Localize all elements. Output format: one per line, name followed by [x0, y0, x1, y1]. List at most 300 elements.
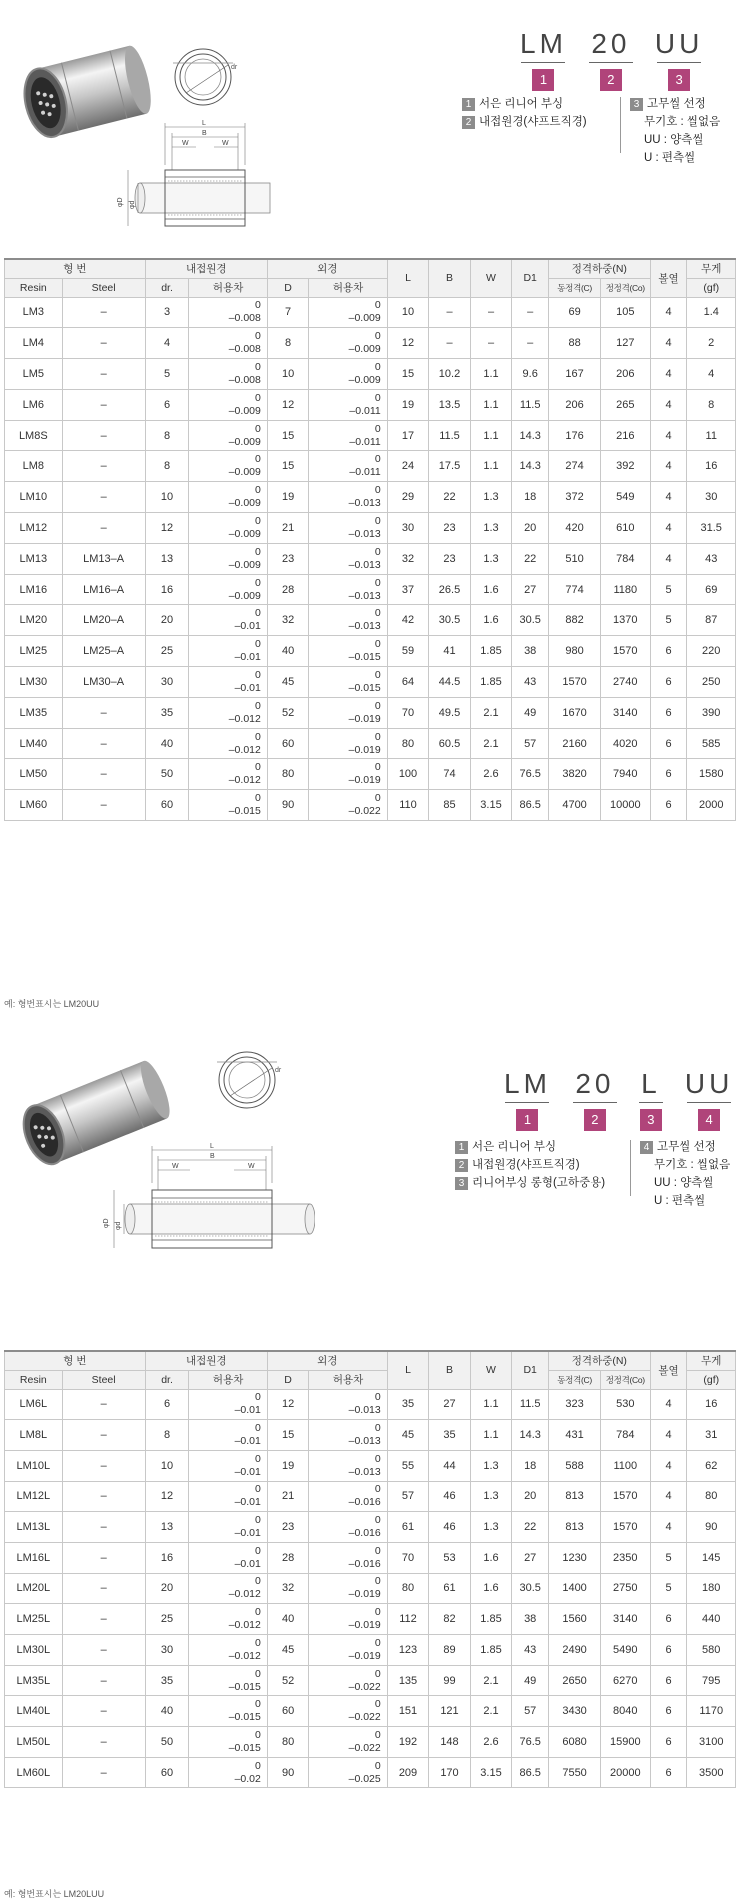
cell-ball-rows: 4 — [650, 389, 687, 420]
cell-bore-tolerance — [189, 605, 267, 636]
header-resin: Resin — [5, 1370, 63, 1389]
cell-dr: 16 — [145, 574, 189, 605]
cell-outer-tolerance — [309, 1450, 387, 1481]
tol-lower: –0.013 — [348, 1435, 381, 1448]
cell-bore-tolerance — [189, 1542, 267, 1573]
legend-left — [455, 1138, 605, 1192]
cell-D1: 11.5 — [512, 389, 549, 420]
tol-upper: 0 — [255, 1606, 261, 1619]
header-ball-rows: 볼열 — [650, 1351, 687, 1389]
tol-upper: 0 — [374, 330, 381, 343]
cell-D: 8 — [267, 328, 309, 359]
cell-dynamic-load: 980 — [549, 636, 601, 667]
tol-lower: –0.008 — [228, 373, 261, 386]
cell-outer-tolerance — [309, 1389, 387, 1420]
cell-weight: 2000 — [687, 790, 736, 821]
tol-upper: 0 — [374, 545, 381, 558]
legend-sub-item: 무기호 : 씰없음 — [654, 1159, 731, 1171]
cell-dynamic-load: 167 — [549, 359, 601, 390]
cell-steel: – — [62, 1542, 145, 1573]
cell-dr: 13 — [145, 543, 189, 574]
code-part — [504, 1068, 551, 1131]
cell-W: 1.6 — [470, 1573, 512, 1604]
cell-ball-rows: 4 — [650, 328, 687, 359]
cell-ball-rows: 4 — [650, 420, 687, 451]
cell-B: 13.5 — [429, 389, 471, 420]
legend-number-badge: 3 — [455, 1177, 468, 1190]
cell-bore-tolerance — [189, 297, 267, 328]
cell-B: 148 — [429, 1727, 471, 1758]
header-static: 정정격(Co) — [601, 1370, 651, 1389]
cell-dr: 10 — [145, 482, 189, 513]
tol-upper: 0 — [374, 576, 381, 589]
header-B: B — [429, 1351, 471, 1389]
cell-ball-rows: 4 — [650, 1512, 687, 1543]
cell-D: 21 — [267, 1481, 309, 1512]
tol-lower: –0.009 — [348, 373, 381, 386]
side-view-drawing-long — [100, 1138, 315, 1258]
cell-static-load: 1100 — [601, 1450, 651, 1481]
cell-W: 2.1 — [470, 728, 512, 759]
header-bore: 내접원경 — [145, 1351, 267, 1370]
cell-bore-tolerance — [189, 513, 267, 544]
cell-D: 52 — [267, 697, 309, 728]
cell-W: 2.6 — [470, 759, 512, 790]
tol-lower: –0.015 — [228, 805, 261, 818]
tol-upper: 0 — [255, 1759, 261, 1772]
table-row — [5, 1727, 736, 1758]
cell-D: 10 — [267, 359, 309, 390]
header-dynamic: 동정격(C) — [549, 1370, 601, 1389]
cell-dynamic-load: 69 — [549, 297, 601, 328]
tol-lower: –0.01 — [234, 620, 261, 633]
cell-D: 45 — [267, 1635, 309, 1666]
legend-item — [455, 1174, 605, 1192]
cell-B: – — [429, 328, 471, 359]
header-load: 정격하중(N) — [549, 259, 650, 278]
tol-upper: 0 — [255, 1575, 261, 1588]
tol-lower: –0.019 — [348, 1619, 381, 1632]
tol-upper: 0 — [374, 1575, 381, 1588]
cell-resin: LM40 — [5, 728, 63, 759]
tol-lower: –0.016 — [348, 1496, 381, 1509]
label-phiD: φD — [103, 1218, 110, 1228]
table-row — [5, 1420, 736, 1451]
cell-steel: – — [62, 1512, 145, 1543]
cell-static-load: 1570 — [601, 1512, 651, 1543]
cell-resin: LM6L — [5, 1389, 63, 1420]
tol-lower: –0.013 — [348, 620, 381, 633]
cell-D1: 76.5 — [512, 1727, 549, 1758]
cell-bore-tolerance — [189, 759, 267, 790]
cell-outer-tolerance — [309, 328, 387, 359]
cell-weight: 90 — [687, 1512, 736, 1543]
cell-D: 7 — [267, 297, 309, 328]
tol-lower: –0.009 — [228, 497, 261, 510]
header-static: 정정격(Co) — [601, 278, 651, 297]
cell-L: 135 — [387, 1665, 429, 1696]
cell-static-load: 105 — [601, 297, 651, 328]
cell-resin: LM8S — [5, 420, 63, 451]
cell-L: 12 — [387, 328, 429, 359]
cell-ball-rows: 6 — [650, 1604, 687, 1635]
header-gf: (gf) — [687, 278, 736, 297]
legend-number-badge: 4 — [640, 1141, 653, 1154]
cell-steel: – — [62, 1727, 145, 1758]
legend-item — [455, 1138, 605, 1156]
table-row — [5, 513, 736, 544]
tol-lower: –0.008 — [228, 343, 261, 356]
tol-lower: –0.015 — [348, 681, 381, 694]
tol-upper: 0 — [374, 453, 381, 466]
cell-outer-tolerance — [309, 1696, 387, 1727]
label-dr: dr — [231, 64, 238, 71]
tol-upper: 0 — [255, 699, 261, 712]
table-row — [5, 636, 736, 667]
cell-D1: 86.5 — [512, 1757, 549, 1788]
header-outer-tol: 허용차 — [309, 278, 387, 297]
cell-D1: 27 — [512, 574, 549, 605]
cell-bore-tolerance — [189, 389, 267, 420]
cell-L: 24 — [387, 451, 429, 482]
spec-table-long — [4, 1350, 736, 1788]
cell-dynamic-load: 431 — [549, 1420, 601, 1451]
cell-dynamic-load: 1670 — [549, 697, 601, 728]
cell-ball-rows: 6 — [650, 636, 687, 667]
cell-resin: LM16 — [5, 574, 63, 605]
cell-weight: 3500 — [687, 1757, 736, 1788]
cell-ball-rows: 6 — [650, 790, 687, 821]
cell-bore-tolerance — [189, 420, 267, 451]
tol-upper: 0 — [374, 1759, 381, 1772]
cell-steel: LM16–A — [62, 574, 145, 605]
cell-static-load: 2350 — [601, 1542, 651, 1573]
cell-static-load: 6270 — [601, 1665, 651, 1696]
cell-bore-tolerance — [189, 1450, 267, 1481]
code-part — [655, 28, 703, 91]
cell-steel: – — [62, 1389, 145, 1420]
cell-dr: 4 — [145, 328, 189, 359]
cell-outer-tolerance — [309, 1420, 387, 1451]
table-footnote: 예: 형번표시는 LM20LUU — [4, 1889, 105, 1899]
cell-D1: 9.6 — [512, 359, 549, 390]
end-view-drawing-long — [212, 1048, 292, 1113]
cell-B: 44.5 — [429, 667, 471, 698]
cell-D: 32 — [267, 1573, 309, 1604]
tol-lower: –0.025 — [348, 1772, 381, 1785]
cell-outer-tolerance — [309, 1635, 387, 1666]
cell-D: 28 — [267, 1542, 309, 1573]
cell-resin: LM13 — [5, 543, 63, 574]
tol-upper: 0 — [374, 1698, 381, 1711]
tol-upper: 0 — [374, 668, 381, 681]
tol-upper: 0 — [255, 1452, 261, 1465]
cell-dynamic-load: 1570 — [549, 667, 601, 698]
label-L: L — [202, 120, 206, 127]
tol-lower: –0.012 — [228, 712, 261, 725]
table-row — [5, 1665, 736, 1696]
cell-resin: LM50L — [5, 1727, 63, 1758]
tol-upper: 0 — [255, 1483, 261, 1496]
cell-dr: 40 — [145, 1696, 189, 1727]
cell-resin: LM60 — [5, 790, 63, 821]
cell-weight: 795 — [687, 1665, 736, 1696]
cell-W: 1.85 — [470, 636, 512, 667]
cell-B: 30.5 — [429, 605, 471, 636]
end-view-drawing — [168, 45, 248, 110]
cell-ball-rows: 4 — [650, 513, 687, 544]
label-B: B — [202, 130, 207, 137]
cell-resin: LM30 — [5, 667, 63, 698]
cell-W: 1.1 — [470, 389, 512, 420]
header-bore-tol: 허용차 — [189, 1370, 267, 1389]
code-part — [573, 1068, 617, 1131]
header-L: L — [387, 1351, 429, 1389]
tol-upper: 0 — [255, 484, 261, 497]
cell-weight: 80 — [687, 1481, 736, 1512]
cell-ball-rows: 4 — [650, 1420, 687, 1451]
tol-lower: –0.019 — [348, 1588, 381, 1601]
cell-W: 1.3 — [470, 1512, 512, 1543]
cell-D: 90 — [267, 790, 309, 821]
cell-B: 27 — [429, 1389, 471, 1420]
cell-weight: 1.4 — [687, 297, 736, 328]
cell-outer-tolerance — [309, 1481, 387, 1512]
tol-upper: 0 — [255, 1728, 261, 1741]
table-row — [5, 1604, 736, 1635]
cell-static-load: 2750 — [601, 1573, 651, 1604]
tol-lower: –0.012 — [228, 1649, 261, 1662]
cell-dr: 30 — [145, 667, 189, 698]
legend-sub-item: UU : 양측씰 — [644, 134, 704, 146]
cell-static-load: 7940 — [601, 759, 651, 790]
cell-dr: 12 — [145, 1481, 189, 1512]
table-row — [5, 605, 736, 636]
tol-lower: –0.01 — [234, 1404, 261, 1417]
code-part-text: LM — [520, 28, 567, 59]
cell-bore-tolerance — [189, 451, 267, 482]
code-number-badge: 1 — [516, 1109, 538, 1131]
cell-W: 1.3 — [470, 1481, 512, 1512]
code-underline — [573, 1102, 617, 1103]
cell-dynamic-load: 7550 — [549, 1757, 601, 1788]
tol-upper: 0 — [374, 699, 381, 712]
tol-lower: –0.013 — [348, 527, 381, 540]
cell-outer-tolerance — [309, 513, 387, 544]
cell-W: 1.3 — [470, 1450, 512, 1481]
cell-W: 2.6 — [470, 1727, 512, 1758]
table-row — [5, 574, 736, 605]
cell-resin: LM13L — [5, 1512, 63, 1543]
header-outer: 외경 — [267, 1351, 387, 1370]
legend-text: 서은 리니어 부싱 — [479, 98, 564, 110]
table-row — [5, 1389, 736, 1420]
table-row — [5, 1573, 736, 1604]
cell-D: 15 — [267, 420, 309, 451]
legend-number-badge: 3 — [630, 98, 643, 111]
cell-steel: LM20–A — [62, 605, 145, 636]
cell-weight: 43 — [687, 543, 736, 574]
cell-B: 10.2 — [429, 359, 471, 390]
cell-dynamic-load: 274 — [549, 451, 601, 482]
label-W-right: W — [248, 1163, 255, 1170]
cell-weight: 1580 — [687, 759, 736, 790]
cell-L: 55 — [387, 1450, 429, 1481]
cell-bore-tolerance — [189, 359, 267, 390]
cell-bore-tolerance — [189, 482, 267, 513]
cell-D1: 38 — [512, 1604, 549, 1635]
cell-dynamic-load: 813 — [549, 1481, 601, 1512]
legend-text: 리니어부싱 롱형(고하중용) — [472, 1177, 606, 1189]
tol-lower: –0.016 — [348, 1557, 381, 1570]
cell-D: 23 — [267, 543, 309, 574]
tol-lower: –0.01 — [234, 1435, 261, 1448]
cell-weight: 250 — [687, 667, 736, 698]
header-model: 형 번 — [5, 259, 146, 278]
cell-static-load: 1180 — [601, 574, 651, 605]
tol-lower: –0.013 — [348, 497, 381, 510]
table-row — [5, 1512, 736, 1543]
cell-B: 11.5 — [429, 420, 471, 451]
model-code — [504, 1068, 740, 1131]
cell-outer-tolerance — [309, 759, 387, 790]
cell-D: 40 — [267, 636, 309, 667]
cell-resin: LM40L — [5, 1696, 63, 1727]
cell-L: 64 — [387, 667, 429, 698]
cell-W: 2.1 — [470, 1665, 512, 1696]
table-footnote: 예: 형번표시는 LM20UU — [4, 999, 100, 1009]
cell-ball-rows: 4 — [650, 1450, 687, 1481]
cell-dr: 25 — [145, 1604, 189, 1635]
legend-text: 내접원경(샤프트직경) — [479, 116, 587, 128]
cell-outer-tolerance — [309, 482, 387, 513]
cell-steel: – — [62, 359, 145, 390]
cell-dr: 40 — [145, 728, 189, 759]
cell-D: 19 — [267, 482, 309, 513]
legend-sub-item: U : 편측씰 — [654, 1195, 706, 1207]
tol-lower: –0.019 — [348, 774, 381, 787]
cell-static-load: 549 — [601, 482, 651, 513]
cell-weight: 31 — [687, 1420, 736, 1451]
cell-static-load: 216 — [601, 420, 651, 451]
tol-lower: –0.012 — [228, 1619, 261, 1632]
cell-dynamic-load: 3820 — [549, 759, 601, 790]
cell-dr: 16 — [145, 1542, 189, 1573]
cell-W: 1.6 — [470, 1542, 512, 1573]
cell-W: 3.15 — [470, 790, 512, 821]
cell-static-load: 784 — [601, 543, 651, 574]
cell-dr: 10 — [145, 1450, 189, 1481]
cell-D: 40 — [267, 1604, 309, 1635]
cell-weight: 31.5 — [687, 513, 736, 544]
cell-dynamic-load: 88 — [549, 328, 601, 359]
cell-outer-tolerance — [309, 420, 387, 451]
cell-resin: LM12L — [5, 1481, 63, 1512]
cell-D: 52 — [267, 1665, 309, 1696]
tol-lower: –0.012 — [228, 743, 261, 756]
cell-L: 29 — [387, 482, 429, 513]
tol-lower: –0.01 — [234, 1527, 261, 1540]
cell-dr: 35 — [145, 1665, 189, 1696]
label-phid: φd — [129, 200, 136, 209]
cell-resin: LM25 — [5, 636, 63, 667]
legend-sub-item: UU : 양측씰 — [654, 1177, 714, 1189]
cell-static-load: 3140 — [601, 1604, 651, 1635]
cell-B: 82 — [429, 1604, 471, 1635]
cell-L: 110 — [387, 790, 429, 821]
cell-B: – — [429, 297, 471, 328]
cell-outer-tolerance — [309, 697, 387, 728]
tol-lower: –0.012 — [228, 774, 261, 787]
legend-right — [640, 1138, 730, 1210]
cell-ball-rows: 4 — [650, 1389, 687, 1420]
cell-D1: 18 — [512, 482, 549, 513]
tol-lower: –0.016 — [348, 1527, 381, 1540]
tol-upper: 0 — [374, 484, 381, 497]
table-row — [5, 728, 736, 759]
cell-ball-rows: 6 — [650, 697, 687, 728]
cell-steel: – — [62, 1757, 145, 1788]
cell-D: 45 — [267, 667, 309, 698]
cell-W: 1.6 — [470, 574, 512, 605]
legend-number-badge: 2 — [462, 116, 475, 129]
header-outer: 외경 — [267, 259, 387, 278]
legend-number-badge: 2 — [455, 1159, 468, 1172]
header-outer-tol: 허용차 — [309, 1370, 387, 1389]
cell-dr: 60 — [145, 1757, 189, 1788]
cell-bore-tolerance — [189, 1512, 267, 1543]
tol-upper: 0 — [255, 453, 261, 466]
cell-outer-tolerance — [309, 1573, 387, 1604]
legend-right — [630, 95, 720, 167]
tol-lower: –0.009 — [228, 589, 261, 602]
cell-steel: – — [62, 1573, 145, 1604]
tol-lower: –0.009 — [228, 435, 261, 448]
section-lm-long — [0, 1020, 740, 1900]
cell-steel: – — [62, 1665, 145, 1696]
cell-weight: 69 — [687, 574, 736, 605]
header-L: L — [387, 259, 429, 297]
table-row — [5, 451, 736, 482]
tol-lower: –0.009 — [228, 558, 261, 571]
cell-static-load: 5490 — [601, 1635, 651, 1666]
cell-ball-rows: 6 — [650, 1696, 687, 1727]
cell-static-load: 2740 — [601, 667, 651, 698]
header-dr: dr. — [145, 278, 189, 297]
cell-B: 60.5 — [429, 728, 471, 759]
cell-D: 90 — [267, 1757, 309, 1788]
cell-ball-rows: 5 — [650, 1542, 687, 1573]
cell-weight: 1170 — [687, 1696, 736, 1727]
cell-B: 170 — [429, 1757, 471, 1788]
tol-lower: –0.009 — [228, 404, 261, 417]
cell-steel: LM30–A — [62, 667, 145, 698]
cell-resin: LM25L — [5, 1604, 63, 1635]
cell-B: 41 — [429, 636, 471, 667]
header-ball-rows: 볼열 — [650, 259, 687, 297]
tol-lower: –0.01 — [234, 681, 261, 694]
cell-resin: LM5 — [5, 359, 63, 390]
tol-upper: 0 — [374, 761, 381, 774]
cell-outer-tolerance — [309, 636, 387, 667]
cell-ball-rows: 6 — [650, 1757, 687, 1788]
cell-D1: 18 — [512, 1450, 549, 1481]
cell-bore-tolerance — [189, 1635, 267, 1666]
cell-dr: 6 — [145, 1389, 189, 1420]
cell-steel: – — [62, 451, 145, 482]
cell-L: 70 — [387, 1542, 429, 1573]
cell-dr: 60 — [145, 790, 189, 821]
